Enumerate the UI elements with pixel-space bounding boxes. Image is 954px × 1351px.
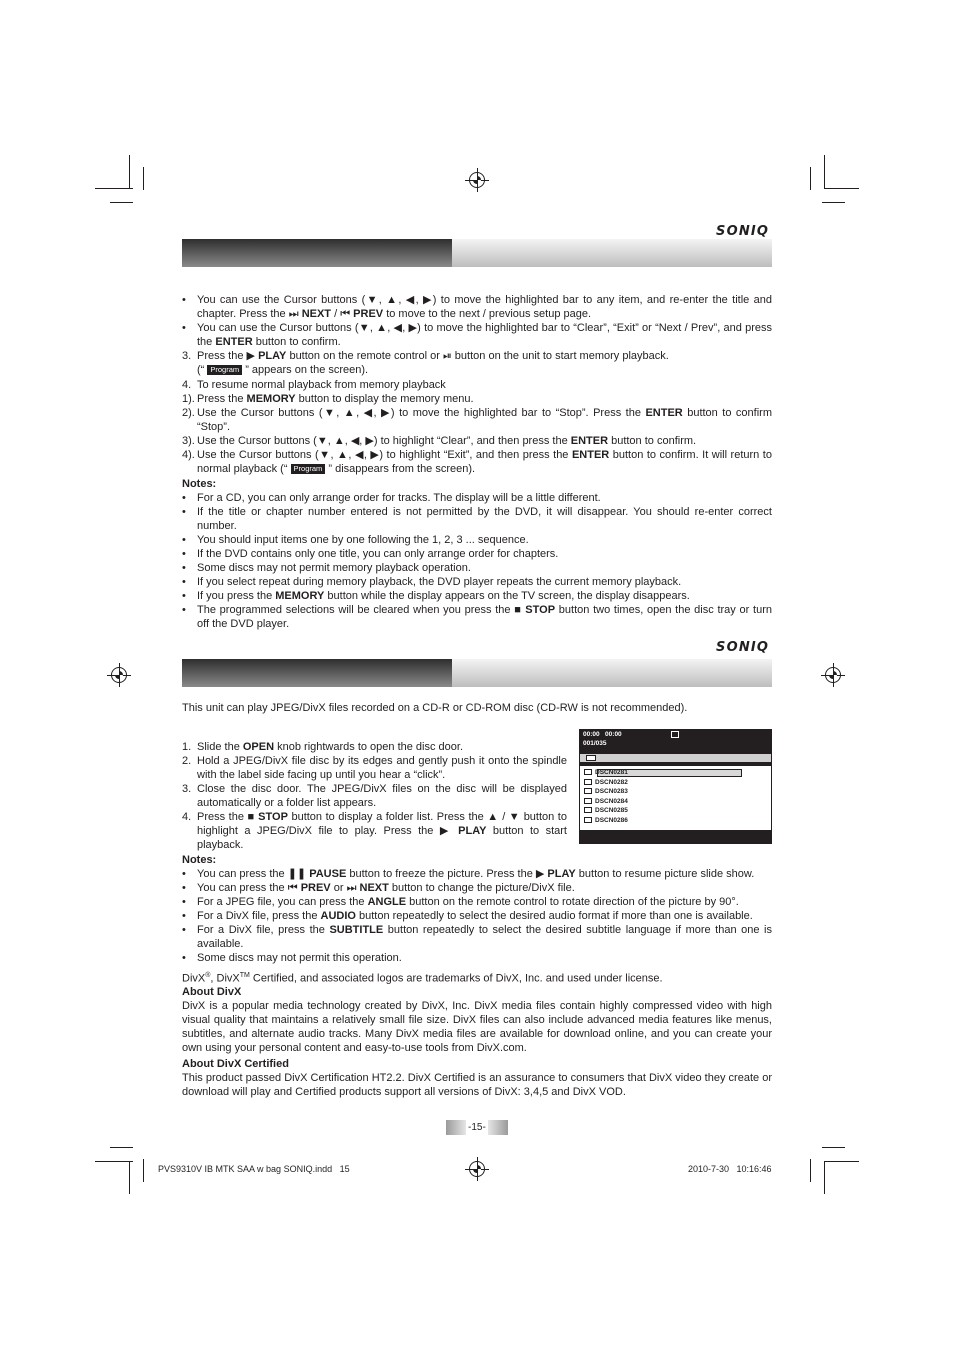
crop-mark [810,167,811,190]
list-item: 1). Press the MEMORY button to display the memory menu. [182,393,474,405]
list-item: • If the DVD contains only one title, you can only arrange order for chapters. [182,548,559,560]
list-item: • For a DivX file, press the AUDIO button repeatedly to select the desired audio format if more than one is available. [182,910,753,922]
file-icon [584,779,592,785]
stop-icon [671,731,679,738]
brand-logo: SONIQ [716,224,770,239]
prev-icon: ⏮ [287,882,298,894]
about-divx-certified-heading: About DivX Certified [182,1058,289,1070]
crop-mark [824,155,825,188]
page-number-tab-right [488,1120,508,1135]
next-icon: ⏭ [288,308,299,320]
about-divx-heading: About DivX [182,986,242,998]
list-item: • You can press the ⏮ PREV or ⏭ NEXT button to change the picture/DivX file. [182,882,575,894]
next-icon: ⏭ [346,882,357,894]
list-item: 2). Use the Cursor buttons (▼, ▲, ◀, ▶) to move the highlighted bar to “Stop”. Press the ENTER button to confirm “Stop”. [182,407,772,433]
list-item: • Some discs may not permit memory playback operation. [182,562,471,574]
file-icon [584,769,592,775]
crop-mark [822,202,845,203]
list-item[interactable]: DSCN0286 [584,816,628,825]
page-number-tab-left [446,1120,466,1135]
play-pause-icon: ⏯ [442,350,452,362]
crop-mark [824,188,859,189]
crop-mark [95,1161,133,1162]
crop-mark [824,1161,825,1194]
brand-logo: SONIQ [716,640,770,655]
file-icon [584,788,592,794]
page-number: -15- [468,1122,486,1133]
footer-filename: PVS9310V IB MTK SAA w bag SONIQ.indd 15 [158,1164,350,1174]
list-item[interactable]: DSCN0282 [584,778,628,787]
list-item: • If you press the MEMORY button while the display appears on the TV screen, the display disappears. [182,590,690,602]
list-item: 4). Use the Cursor buttons (▼, ▲, ◀, ▶) to highlight “Exit”, and then press the ENTER button to confirm. It will return to normal playback (“ Program ” disappears from the screen). [182,449,772,475]
list-item: • If the title or chapter number entered is not permitted by the DVD, it will disappear. You should re-enter correct number. [182,506,772,532]
about-divx-certified-text: This product passed DivX Certification HT2.2. DivX Certified is an assurance to consumers that DivX video they create or download will play and Certified products support all versions of DivX: 3,4,5 and DivX VOD. [182,1072,772,1098]
section-header-bar [182,659,772,687]
crop-mark [110,1147,133,1148]
notes-heading: Notes: [182,478,217,490]
list-item: • Some discs may not permit this operation. [182,952,402,964]
list-item: 3. Press the ▶ PLAY button on the remote control or ⏯ button on the unit to start memory playback. [182,350,669,362]
list-item[interactable]: DSCN0285 [584,806,628,815]
file-icon [584,817,592,823]
crop-mark [129,155,130,188]
list-item: 2. Hold a JPEG/DivX file disc by its edges and gently push it onto the spindle with the label side facing up until you hear a “click”. [182,755,567,781]
list-item: • For a JPEG file, you can press the ANGLE button on the remote control to rotate direction of the picture by 90°. [182,896,739,908]
play-icon: ▶ [535,868,545,880]
registration-mark-icon [469,1161,485,1177]
registration-mark-icon [469,172,485,188]
list-item: • The programmed selections will be cleared when you press the ■ STOP button two times, open the disc tray or turn off the DVD player. [182,604,772,630]
folder-icon [586,755,596,761]
list-item: • You should input items one by one following the 1, 2, 3 ... sequence. [182,534,529,546]
crop-mark [110,202,133,203]
list-item[interactable]: DSCN0283 [584,787,628,796]
file-list [580,766,771,830]
program-badge: Program [207,365,242,375]
stop-icon: ■ [247,811,255,823]
list-item: 4. To resume normal playback from memory playback [182,379,446,391]
prev-icon: ⏮ [340,308,351,320]
list-item: • For a DivX file, press the SUBTITLE button repeatedly to select the desired subtitle language if more than one is available. [182,924,772,950]
stop-icon: ■ [514,604,522,616]
crop-mark [95,188,133,189]
play-icon: ▶ [246,350,255,362]
section-header-bar [182,239,772,267]
list-item: • You can use the Cursor buttons (▼, ▲, ◀, ▶) to move the highlighted bar to “Clear”, “Exit” or “Next / Prev”, and press the ENTER button to confirm. [182,322,772,348]
registration-mark-icon [825,667,841,683]
list-item: 3. Close the disc door. The JPEG/DivX files on the disc will be displayed automatically or a folder list appears. [182,783,567,809]
list-item[interactable]: DSCN0284 [584,797,628,806]
list-item: (“ Program ” appears on the screen). [197,364,369,376]
list-item[interactable]: DSCN0281 [584,768,628,777]
program-badge: Program [291,464,326,474]
time-elapsed: 00:00 [583,731,600,738]
about-divx-text: DivX is a popular media technology created by DivX, Inc. DivX media files contain highly compressed video with high visual quality that maintains a relatively small file size. DivX files can also include advanced media features like menus, subtitles, and alternate audio tracks. Many DivX media files are available for download online, and you can create your own using your personal content and easy-to-use tools from DivX.com. [182,1000,772,1054]
list-item: • For a CD, you can only arrange order for tracks. The display will be a little different. [182,492,601,504]
list-item: • You can press the ❚❚ PAUSE button to freeze the picture. Press the ▶ PLAY button to resume picture slide show. [182,868,755,880]
intro-text: This unit can play JPEG/DivX files recorded on a CD-R or CD-ROM disc (CD-RW is not recommended). [182,702,688,714]
list-item: 4. Press the ■ STOP button to display a folder list. Press the ▲ / ▼ button to highlight a JPEG/DivX file to play. Press the ▶ PLAY button to start playback. [182,811,567,851]
crop-mark [129,1161,130,1194]
registration-mark-icon [111,667,127,683]
file-icon [584,798,592,804]
list-item: 3). Use the Cursor buttons (▼, ▲, ◀, ▶) to highlight “Clear”, and then press the ENTER button to confirm. [182,435,697,447]
folder-bar [580,754,771,762]
crop-mark [143,1159,144,1182]
file-icon [584,807,592,813]
footer-timestamp: 2010-7-30 10:16:46 [688,1164,772,1174]
crop-mark [824,1161,859,1162]
crop-mark [143,167,144,190]
file-browser-screen [579,729,772,844]
list-item: • You can use the Cursor buttons (▼, ▲, ◀, ▶) to move the highlighted bar to any item, and re-enter the title and chapter. Press the ⏭ NEXT / ⏮ PREV to move to the next / previous setup page. [182,294,772,320]
list-item: • If you select repeat during memory playback, the DVD player repeats the current memory playback. [182,576,682,588]
crop-mark [822,1147,845,1148]
crop-mark [810,1159,811,1182]
list-item: 1. Slide the OPEN knob rightwards to open the disc door. [182,741,464,753]
notes-heading: Notes: [182,854,217,866]
pause-icon: ❚❚ [287,868,307,880]
time-total: 00:00 [605,731,622,738]
file-counter: 001/035 [583,740,607,747]
trademark-note: DivX®, DivX™ Certified, and associated logos are trademarks of DivX, Inc. and used under license. [182,972,663,985]
play-icon: ▶ [439,825,452,837]
